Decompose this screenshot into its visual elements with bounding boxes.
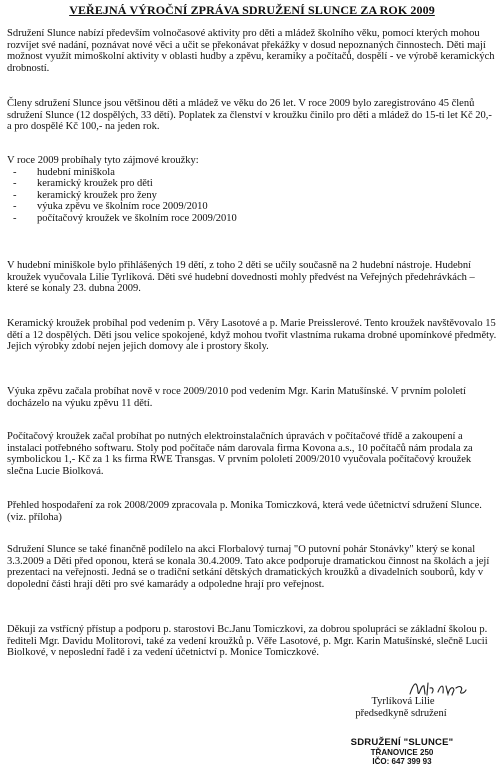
list-item	[7, 167, 497, 179]
paragraph-computers: Počítačový kroužek začal probíhat po nutných elektroinstalačních úpravách v počítačové třídě a zakoupení a instalaci potřebného softwaru. Stoly pod počítače nám darovala firma Kovona a.s., 10 počítačů nám prodala za symbolickou 1,- Kč za 1 ks firma RWE Transgas. V prvním pololetí 2009/2010 vyučovala počítačový kroužek slečna Lucie Biolková.	[7, 431, 473, 477]
paragraph-thanks: Děkuji za vstřícný přístup a podporu p. starostovi Bc.Janu Tomiczkovi, za dobrou spolupráci se základní školou p. řediteli Mgr. Davidu Molitorovi, také za vedení kroužků p. Věře Lasotové, p. Mgr. Karin Matušínské, slečně Lucii Biolkové, v neposlední řadě i za vedení účetnictví p. Monice Tomiczkové.	[7, 624, 488, 659]
stamp-ico: IČO: 647 399 93	[372, 757, 432, 766]
courses-intro: V roce 2009 probíhaly tyto zájmové kroužky:	[7, 155, 199, 166]
list-item	[7, 213, 497, 225]
paragraph-ceramics: Keramický kroužek probíhal pod vedením p. Věry Lasotové a p. Marie Preisslerové. Tento kroužek navštěvovalo 15 dětí a 12 dospělých. Děti jsou velice spokojené, když mohou tvořit vlastníma rukama drobné upomínkové předměty. Jejich výrobky zdobí nejen jejich domovy ale i prostory školy.	[7, 318, 497, 353]
paragraph-events: Sdružení Slunce se také finančně podílelo na akci Florbalový turnaj "O putovní pohár Stonávky" který se konal 3.3.2009 a Děti před oponou, která se konala 30.4.2009. Tato akce podporuje dramatickou činnost na školách a její prezentaci na veřejnosti. Jedná se o tradiční setkání dětských dramatických kroužků a divadelních souborů, kdy v dopolední části hrají děti pro své kamarády a odpoledne hrají pro veřejnost.	[7, 544, 490, 590]
list-item	[7, 190, 497, 202]
list-bullet: -	[13, 166, 17, 178]
list-bullet: -	[13, 178, 17, 190]
list-item	[7, 178, 497, 190]
course-label: hudební miniškola	[37, 166, 115, 178]
paragraph-members: Členy sdružení Slunce jsou většinou děti a mládež ve věku do 26 let. V roce 2009 bylo zaregistrováno 45 členů sdružení Slunce (12 dospělých, 33 dětí). Poplatek za členství v kroužku činilo pro děti a mládež do 15-ti let Kč 20,- a pro dospělé Kč 100,- na jeden rok.	[7, 98, 492, 133]
list-bullet: -	[13, 189, 17, 201]
signer-name: Tyrlíková Lilie	[371, 696, 435, 707]
paragraph-accounting: Přehled hospodaření za rok 2008/2009 zpracovala p. Monika Tomiczková, která vede účetnictví sdružení Slunce. (viz. příloha)	[7, 500, 482, 523]
course-label: počítačový kroužek ve školním roce 2009/2010	[37, 212, 237, 224]
course-label: keramický kroužek pro děti	[37, 178, 153, 190]
list-bullet: -	[13, 212, 17, 224]
courses-list	[7, 155, 497, 225]
paragraph-intro: Sdružení Slunce nabízí především volnočasové aktivity pro děti a mládež školního věku, pomocí kterých mohou rozvíjet své nadání, poznávat nové věci a učit se překonávat překážky v dosud nepoznaných činnostech. Děti mají možnost využít mimoškolní aktivity v oblasti hudby a zpěvu, keramiky a počítačů, dospělí - ve výrobě keramických drobností.	[7, 28, 495, 74]
stamp-address: TŘANOVICE 250	[370, 748, 434, 757]
signer-role: předsedkyně sdružení	[355, 708, 447, 719]
paragraph-singing: Výuka zpěvu začala probíhat nově v roce 2009/2010 pod vedením Mgr. Karin Matušínské. V prvním pololetí docházelo na výuku zpěvu 11 dětí.	[7, 386, 466, 409]
organization-stamp	[340, 737, 464, 766]
course-label: keramický kroužek pro ženy	[37, 189, 157, 201]
list-item	[7, 201, 497, 213]
stamp-name: SDRUŽENÍ "SLUNCE"	[350, 737, 454, 748]
paragraph-music: V hudební miniškole bylo přihlášených 19 dětí, z toho 2 děti se učily současně na 2 hudební nástroje. Hudební kroužek vyučovala Lilie Tyrlíková. Děti své hudební dovednosti mohly předvést na Veřejných předehrávkách – které se konaly 23. dubna 2009.	[7, 260, 475, 295]
document-title: VEŘEJNÁ VÝROČNÍ ZPRÁVA SDRUŽENÍ SLUNCE ZA ROK 2009	[69, 3, 435, 17]
course-label: výuka zpěvu ve školním roce 2009/2010	[37, 201, 208, 213]
list-bullet: -	[13, 201, 17, 213]
